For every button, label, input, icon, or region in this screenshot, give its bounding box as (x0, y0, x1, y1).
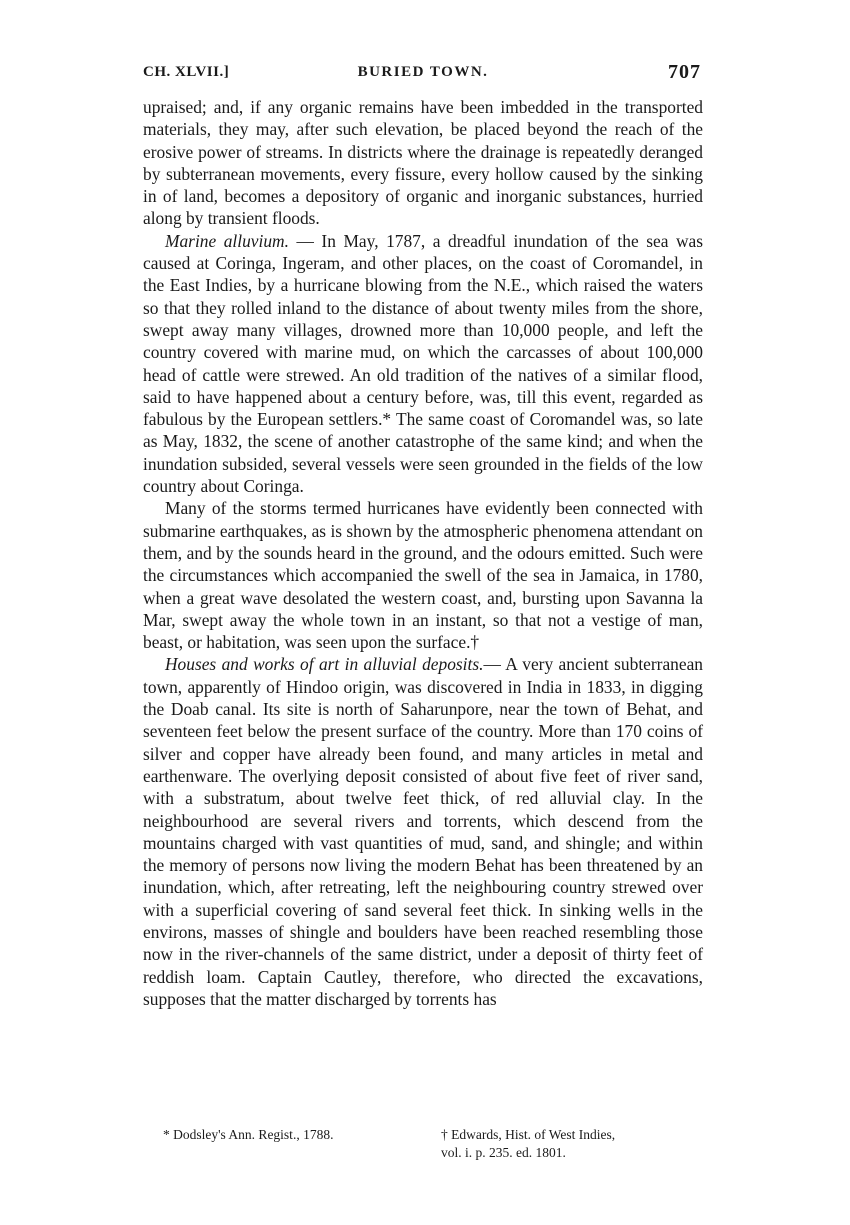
chapter-label: CH. XLVII.] (143, 64, 230, 80)
paragraph (143, 96, 703, 230)
paragraph (143, 653, 703, 1010)
paragraph (143, 230, 703, 498)
paragraph (143, 497, 703, 653)
section-lead: Houses and works of art in alluvial deposits. (165, 654, 484, 675)
footnote-edwards-line2: vol. i. p. 235. ed. 1801. (441, 1145, 566, 1160)
footnote-edwards-line1: † Edwards, Hist. of West Indies, (441, 1127, 616, 1142)
running-title: BURIED TOWN. (357, 64, 489, 80)
footnote-dodsley: * Dodsley's Ann. Regist., 1788. (163, 1127, 334, 1142)
running-header (143, 61, 703, 90)
section-lead: Marine alluvium. (165, 230, 289, 251)
paragraph-text: Many of the storms termed hurricanes have evidently been connected with submarine earthquakes, as is shown by the atmospheric phenomena attendant on them, and by the sounds heard in the ground, and the odours emitted. Such were the circumstances which accompanied the swell of the sea in Jamaica, in 1780, when a great wave desolated the western coast, and, bursting upon Savanna la Mar, swept away the whole town in an instant, so that not a vestige of man, beast, or habitation, was seen upon the surface.† (143, 498, 703, 653)
footnote-edwards (441, 1126, 711, 1162)
page-number: 707 (668, 61, 701, 83)
body-text (143, 96, 703, 1010)
paragraph-text: — In May, 1787, a dreadful inundation of the sea was caused at Coringa, Ingeram, and other places, on the coast of Coromandel, in the East Indies, by a hurricane blowing from the N.E., which raised the waters so that they rolled inland to the distance of about twenty miles from the shore, swept away many villages, drowned more than 10,000 people, and left the country covered with marine mud, on which the carcasses of about 100,000 head of cattle were strewed. An old tradition of the natives of a similar flood, said to have happened about a century before, was, till this event, regarded as fabulous by the European settlers.* The same coast of Coromandel was, so late as May, 1832, the scene of another catastrophe of the same kind; and when the inundation subsided, several vessels were seen grounded in the fields of the low country about Coringa. (143, 230, 704, 497)
page (143, 61, 704, 1010)
paragraph-text: upraised; and, if any organic remains have been imbedded in the transported materials, they may, after such elevation, be placed beyond the reach of the erosive power of streams. In districts where the drainage is repeatedly deranged by subterranean movements, every fissure, every hollow caused by the sinking in of land, becomes a depository of organic and inorganic substances, hurried along by transient floods. (143, 97, 703, 229)
paragraph-text: — A very ancient subterranean town, apparently of Hindoo origin, was discovered in India in 1833, in digging the Doab canal. Its site is north of Saharunpore, near the town of Behat, and seventeen feet below the present surface of the country. More than 170 coins of silver and copper have already been found, and many articles in metal and earthenware. The overlying deposit consisted of about five feet of river sand, with a substratum, about twelve feet thick, of red alluvial clay. In the neighbourhood are several rivers and torrents, which descend from the mountains charged with vast quantities of mud, sand, and shingle; and within the memory of persons now living the modern Behat has been threatened by an inundation, which, after retreating, left the neighbouring country strewed over with a superficial covering of sand several feet thick. In sinking wells in the environs, masses of shingle and boulders have been reached resembling those now in the river-channels of the same district, under a deposit of thirty feet of reddish loam. Captain Cautley, therefore, who directed the excavations, supposes that the matter discharged by torrents has (143, 654, 703, 1009)
